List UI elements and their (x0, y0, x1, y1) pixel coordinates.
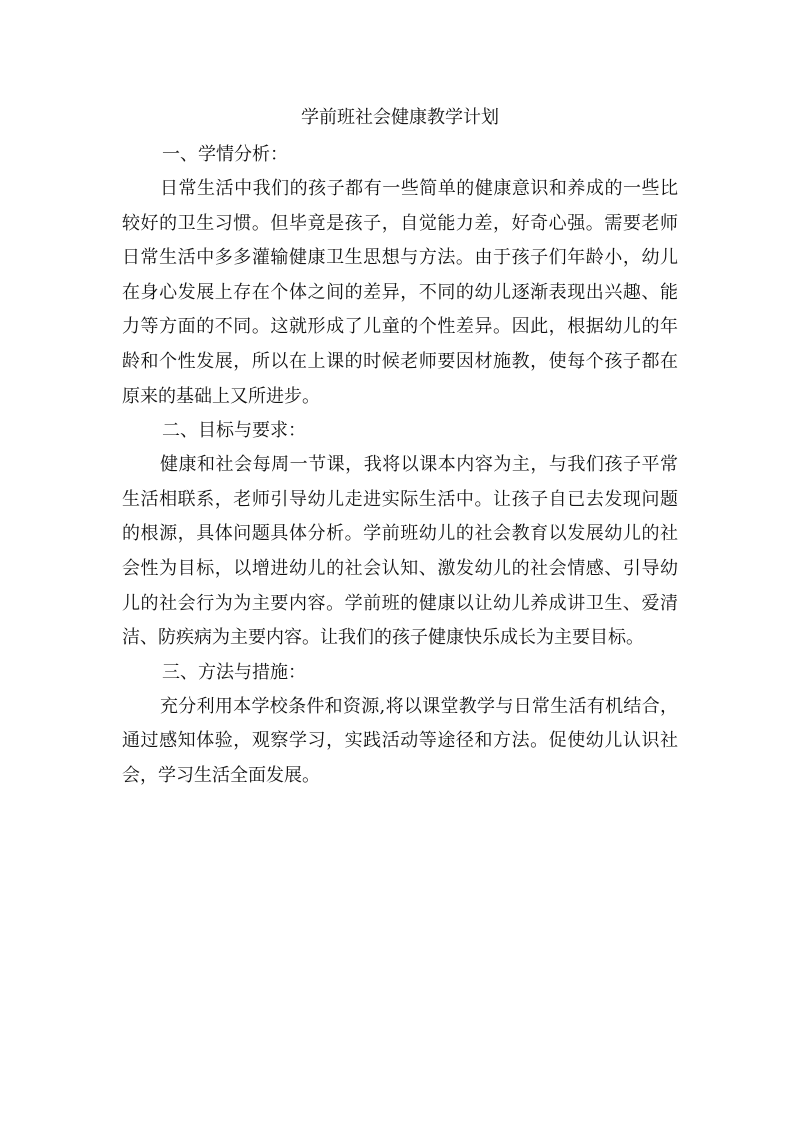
section-analysis (122, 138, 678, 414)
section-body: 健康和社会每周一节课，我将以课本内容为主，与我们孩子平常生活相联系，老师引导幼儿走进实际生活中。让孩子自已去发现问题的根源，具体问题具体分析。学前班幼儿的社会教育以发展幼儿的社会性为目标，以增进幼儿的社会认知、激发幼儿的社会情感、引导幼儿的社会行为为主要内容。学前班的健康以让幼儿养成讲卫生、爱清洁、防疾病为主要内容。让我们的孩子健康快乐成长为主要目标。 (122, 454, 678, 649)
section-heading: 三、方法与措施： (162, 661, 306, 683)
section-heading: 一、学情分析： (162, 144, 288, 165)
section-goals (122, 414, 678, 656)
document-title: 学前班社会健康教学计划 (301, 107, 499, 128)
document-content (122, 98, 678, 794)
section-body: 充分利用本学校条件和资源,将以课堂教学与日常生活有机结合，通过感知体验，观察学习，实践活动等途径和方法。促使幼儿认识社会，学习生活全面发展。 (122, 695, 678, 786)
section-body: 日常生活中我们的孩子都有一些简单的健康意识和养成的一些比较好的卫生习惯。但毕竟是孩子，自觉能力差，好奇心强。需要老师日常生活中多多灌输健康卫生思想与方法。由于孩子们年龄小，幼儿在身心发展上存在个体之间的差异，不同的幼儿逐渐表现出兴趣、能力等方面的不同。这就形成了儿童的个性差异。因此，根据幼儿的年龄和个性发展，所以在上课的时候老师要因材施教，使每个孩子都在原来的基础上又所进步。 (122, 178, 678, 407)
section-heading: 二、目标与要求： (162, 420, 306, 442)
section-methods (122, 656, 678, 794)
